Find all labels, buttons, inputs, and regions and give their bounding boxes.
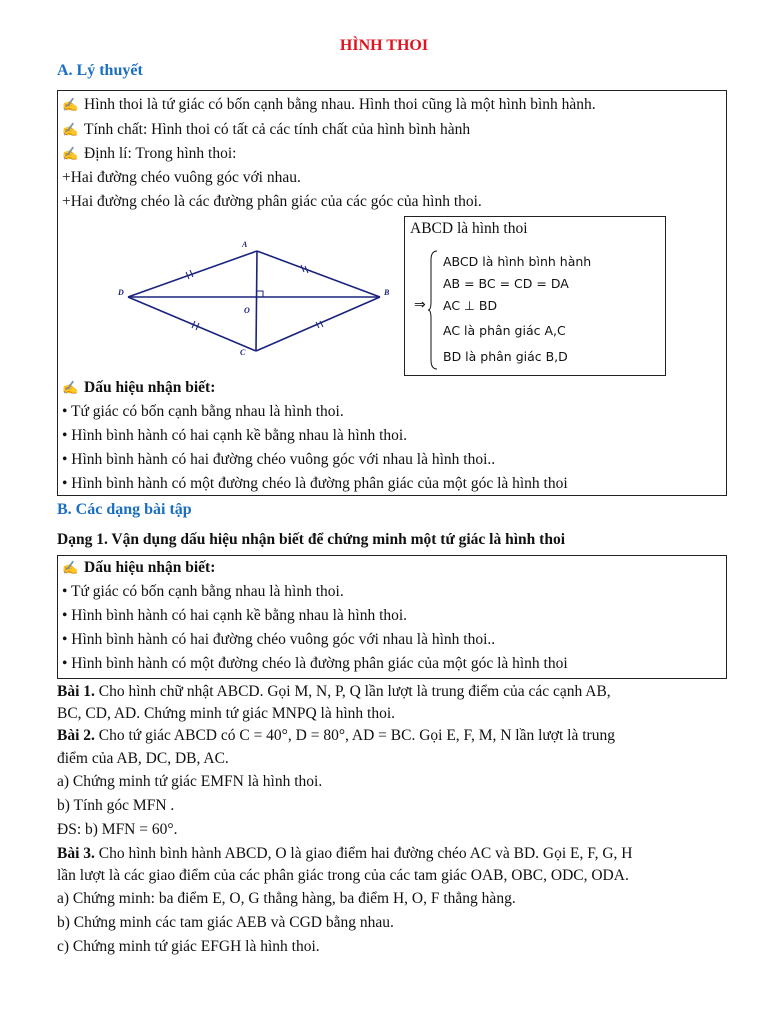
side-bc: [256, 297, 380, 351]
section-b-heading: B. Các dạng bài tập: [57, 501, 192, 518]
sign-b-4: • Hình bình hành có một đường chéo là đường phân giác của một góc là hình thoi: [62, 655, 568, 672]
sign-a-2: • Hình bình hành có hai cạnh kề bằng nhau là hình thoi.: [62, 427, 408, 444]
label-c: C: [240, 348, 246, 357]
implies-symbol: ⇒: [414, 297, 426, 313]
pencil-icon: ✍: [62, 380, 79, 395]
pencil-icon: ✍: [62, 146, 79, 161]
property-header: ABCD là hình thoi: [410, 220, 528, 237]
theory-line-2: ✍ Tính chất: Hình thoi có tất cả các tính chất của hình bình hành: [62, 121, 471, 138]
label-a: A: [242, 240, 248, 249]
exercise-2-a: a) Chứng minh tứ giác EMFN là hình thoi.: [57, 773, 323, 790]
label-d: D: [118, 288, 124, 297]
side-ab: [257, 251, 380, 297]
side-da: [128, 251, 257, 297]
exercise-1-cont: BC, CD, AD. Chứng minh tứ giác MNPQ là hình thoi.: [57, 705, 396, 722]
page-title: HÌNH THOI: [339, 37, 429, 54]
signs-heading-b: ✍ Dấu hiệu nhận biết:: [62, 559, 216, 576]
section-a-heading: A. Lý thuyết: [57, 62, 143, 79]
sign-b-2: • Hình bình hành có hai cạnh kề bằng nhau là hình thoi.: [62, 607, 408, 624]
pencil-icon: ✍: [62, 97, 79, 112]
exercise-2: Bài 2. Cho tứ giác ABCD có C = 40°, D = 80°, AD = BC. Gọi E, F, M, N lần lượt là trung: [57, 727, 615, 744]
exercise-3: Bài 3. Cho hình bình hành ABCD, O là giao điểm hai đường chéo AC và BD. Gọi E, F, G, H: [57, 845, 633, 862]
signs-heading-a: ✍ Dấu hiệu nhận biết:: [62, 379, 216, 396]
exercise-3-c: c) Chứng minh tứ giác EFGH là hình thoi.: [57, 938, 320, 955]
theory-line-1: ✍ Hình thoi là tứ giác có bốn cạnh bằng nhau. Hình thoi cũng là một hình bình hành.: [62, 96, 596, 113]
pencil-icon: ✍: [62, 560, 79, 575]
exercise-3-a: a) Chứng minh: ba điểm E, O, G thẳng hàng, ba điểm H, O, F thẳng hàng.: [57, 890, 516, 907]
theory-line-5: +Hai đường chéo là các đường phân giác của các góc của hình thoi.: [62, 193, 482, 210]
side-cd: [128, 297, 256, 351]
theory-line-3: ✍ Định lí: Trong hình thoi:: [62, 145, 237, 162]
exercise-1: Bài 1. Cho hình chữ nhật ABCD. Gọi M, N, P, Q lần lượt là trung điểm của các cạnh AB,: [57, 683, 611, 700]
brace-icon: [428, 250, 438, 370]
label-b: B: [384, 288, 390, 297]
sign-a-4: • Hình bình hành có một đường chéo là đường phân giác của một góc là hình thoi: [62, 475, 568, 492]
pencil-icon: ✍: [62, 122, 79, 137]
property-row-1: ABCD là hình bình hành: [443, 254, 592, 269]
exercise-2-cont: điểm của AB, DC, DB, AC.: [57, 750, 229, 767]
sign-a-3: • Hình bình hành có hai đường chéo vuông góc với nhau là hình thoi..: [62, 451, 496, 468]
property-row-3: AC ⊥ BD: [443, 298, 498, 313]
diagonal-ac: [256, 251, 257, 351]
sign-b-1: • Tứ giác có bốn cạnh bằng nhau là hình thoi.: [62, 583, 344, 600]
exercise-3-b: b) Chứng minh các tam giác AEB và CGD bằng nhau.: [57, 914, 394, 931]
exercise-2-b: b) Tính góc MFN .: [57, 797, 175, 814]
sign-a-1: • Tứ giác có bốn cạnh bằng nhau là hình thoi.: [62, 403, 344, 420]
property-row-5: BD là phân giác B,D: [443, 349, 568, 364]
property-row-2: AB = BC = CD = DA: [443, 276, 569, 291]
theory-line-4: +Hai đường chéo vuông góc với nhau.: [62, 169, 301, 186]
rhombus-figure: [110, 235, 410, 365]
exercise-2-answer: ĐS: b) MFN = 60°.: [57, 821, 178, 838]
dang-1-heading: Dạng 1. Vận dụng dấu hiệu nhận biết để chứng minh một tứ giác là hình thoi: [57, 531, 565, 548]
sign-b-3: • Hình bình hành có hai đường chéo vuông góc với nhau là hình thoi..: [62, 631, 496, 648]
label-o: O: [244, 306, 250, 315]
exercise-3-cont: lần lượt là các giao điểm của các phân giác trong của các tam giác OAB, OBC, ODC, ODA.: [57, 867, 629, 884]
property-row-4: AC là phân giác A,C: [443, 323, 566, 338]
right-angle-mark: [257, 291, 263, 297]
